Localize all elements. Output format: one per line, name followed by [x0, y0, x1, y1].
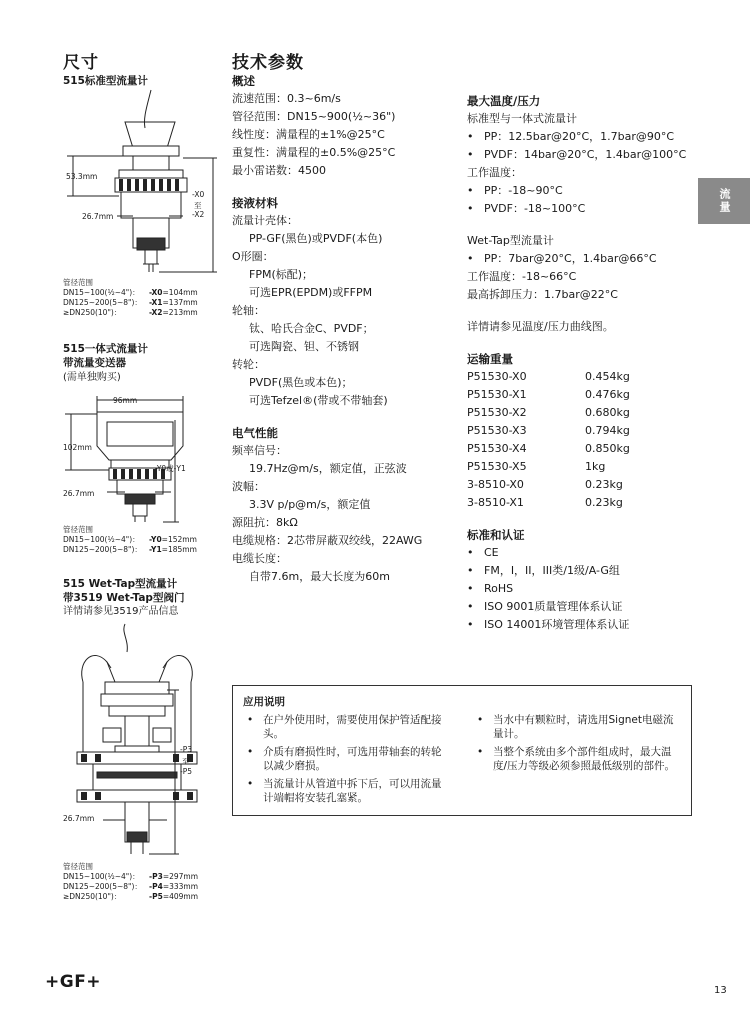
electrical-line: 电缆长度：	[232, 552, 287, 565]
overview-line: 管径范围：DN15~900(½~36")	[232, 110, 396, 123]
shipping-heading: 运输重量	[467, 352, 513, 366]
maxtemp-line: 最高拆卸压力：1.7bar@22°C	[467, 288, 618, 301]
table-row: ≥DN250(10")： -X2 =213mm	[63, 308, 198, 317]
maxtemp-bullet: • PVDF：14bar@20°C，1.4bar@100°C	[467, 146, 692, 164]
d515i-top-label: 96mm	[113, 396, 138, 405]
d515-heading: 515标准型流量计	[63, 75, 148, 87]
gf-logo: +GF+	[45, 972, 102, 992]
page-number: 13	[714, 985, 727, 996]
d515-x0-label: -X0	[192, 190, 205, 199]
wetted-line: 转轮：	[232, 358, 265, 371]
list-item: • 当整个系统由多个部件组成时，最大温度/压力等级必须参照最低级别的部件。	[473, 745, 681, 773]
d515w-to-label: 至	[182, 757, 190, 766]
list-item: • ISO 9001质量管理体系认证	[467, 598, 692, 616]
section-side-tab: 流量	[698, 178, 750, 224]
d515w-range-table	[63, 862, 223, 902]
table-row: DN125~200(5~8")： -P4 =333mm	[63, 882, 199, 891]
d515i-drawing	[63, 390, 213, 525]
wetted-line: PVDF(黑色或本色)；	[249, 376, 353, 389]
standards-heading: 标准和认证	[467, 528, 525, 542]
maxtemp-bullet: • PP：12.5bar@20°C，1.7bar@90°C	[467, 128, 692, 146]
maxtemp-bullet: • PP：7bar@20°C，1.4bar@66°C	[467, 250, 692, 268]
d515i-width-label: 26.7mm	[63, 489, 95, 498]
maxtemp-line: 标准型与一体式流量计	[467, 112, 577, 125]
table-row: 3-8510-X1 0.23kg	[467, 496, 623, 509]
table-row: DN15~100(½~4")： -X0 =104mm	[63, 288, 198, 297]
list-item: • 在户外使用时，需要使用保护管适配接头。	[243, 713, 451, 741]
d515i-note: (需单独购买)	[63, 372, 121, 383]
d515-range-table	[63, 278, 223, 318]
electrical-line: 频率信号：	[232, 444, 287, 457]
d515i-y-label: -Y0或-Y1	[155, 464, 186, 473]
table-row: ≥DN250(10")： -P5 =409mm	[63, 892, 199, 901]
d515w-heading1: 515 Wet-Tap型流量计	[63, 578, 178, 590]
table-row: P51530-X2 0.680kg	[467, 406, 630, 419]
maxtemp-bullet: • PVDF：-18~100°C	[467, 200, 692, 218]
electrical-line: 自带7.6m，最大长度为60m	[249, 570, 390, 583]
wetted-line: O形圈：	[232, 250, 274, 263]
d515-x2-label: -X2	[192, 210, 205, 219]
wetted-line: 流量计壳体：	[232, 214, 298, 227]
specs-middle-column	[232, 72, 457, 586]
application-right-column	[473, 713, 681, 809]
overview-line: 流速范围：0.3~6m/s	[232, 92, 341, 105]
d515i-height-label: 102mm	[63, 443, 92, 452]
maxtemp-line: 详情请参见温度/压力曲线图。	[467, 320, 614, 333]
application-left-column	[243, 713, 451, 809]
maxtemp-line: 工作温度：	[467, 166, 522, 179]
list-item: • ISO 14001环境管理体系认证	[467, 616, 692, 634]
table-row: P51530-X4 0.850kg	[467, 442, 630, 455]
wetted-line: 可选Tefzel®(带或不带轴套)	[249, 394, 388, 407]
table-row: DN15~100(½~4")： -Y0 =152mm	[63, 535, 197, 544]
d515w-p3-label: -P3	[180, 745, 193, 754]
table-row: P51530-X0 0.454kg	[467, 370, 630, 383]
d515w-width-label: 26.7mm	[63, 814, 95, 823]
d515-drawing	[63, 88, 223, 278]
list-item: • RoHS	[467, 580, 692, 598]
list-item: • 介质有磨损性时，可选用带轴套的转轮以减少磨损。	[243, 745, 451, 773]
electrical-line: 波幅：	[232, 480, 265, 493]
electrical-line: 电缆规格：2芯带屏蔽双绞线，22AWG	[232, 534, 423, 547]
dimensions-title: 尺寸	[63, 53, 99, 73]
table-row: P51530-X1 0.476kg	[467, 388, 630, 401]
wetted-line: 可选EPR(EPDM)或FFPM	[249, 286, 373, 299]
table-row: DN125~200(5~8")： -X1 =137mm	[63, 298, 198, 307]
d515w-heading2: 带3519 Wet-Tap型阀门	[63, 592, 185, 604]
d515-height-label: 53.3mm	[66, 172, 98, 181]
d515i-heading1: 515一体式流量计	[63, 343, 148, 355]
d515w-range-title: 管径范围	[63, 862, 93, 871]
d515i-range-title: 管径范围	[63, 525, 93, 534]
d515i-range-table	[63, 525, 223, 555]
table-row: P51530-X5 1kg	[467, 460, 606, 473]
specs-title: 技术参数	[232, 53, 304, 73]
maxtemp-line: Wet-Tap型流量计	[467, 234, 554, 247]
wetted-line: FPM(标配)；	[249, 268, 314, 281]
overview-line: 线性度：满量程的±1%@25°C	[232, 128, 385, 141]
electrical-heading: 电气性能	[232, 426, 278, 440]
table-row: DN125~200(5~8")： -Y1 =185mm	[63, 545, 197, 554]
table-row: 3-8510-X0 0.23kg	[467, 478, 623, 491]
maxtemp-line: 工作温度：-18~66°C	[467, 270, 577, 283]
overview-line: 最小雷诺数：4500	[232, 164, 326, 177]
maxtemp-heading: 最大温度/压力	[467, 94, 541, 108]
application-title: 应用说明	[243, 696, 285, 708]
d515-range-title: 管径范围	[63, 278, 93, 287]
specs-right-column	[467, 92, 692, 634]
wetted-line: 钛、哈氏合金C、PVDF；	[249, 322, 374, 335]
d515-to-label: 至	[194, 201, 202, 210]
wetted-heading: 接液材料	[232, 196, 278, 210]
wetted-line: PP-GF(黑色)或PVDF(本色)	[249, 232, 383, 245]
d515i-heading2: 带流量变送器	[63, 357, 126, 369]
list-item: • FM，I，II，III类/1级/A-G组	[467, 562, 692, 580]
wetted-line: 轮轴：	[232, 304, 265, 317]
d515-width-label: 26.7mm	[82, 212, 114, 221]
electrical-line: 3.3V p/p@m/s，额定值	[249, 498, 371, 511]
d515w-drawing	[63, 622, 213, 862]
table-row: P51530-X3 0.794kg	[467, 424, 630, 437]
application-notes-box	[232, 685, 692, 816]
table-row: DN15~100(½~4")： -P3 =297mm	[63, 872, 199, 881]
overview-heading: 概述	[232, 74, 255, 88]
overview-line: 重复性：满量程的±0.5%@25°C	[232, 146, 396, 159]
d515w-note: 详情请参见3519产品信息	[63, 606, 179, 617]
list-item: • CE	[467, 544, 692, 562]
wetted-line: 可选陶瓷、钽、不锈钢	[249, 340, 359, 353]
list-item: • 当流量计从管道中拆下后，可以用流量计端帽将安装孔塞紧。	[243, 777, 451, 805]
maxtemp-bullet: • PP：-18~90°C	[467, 182, 692, 200]
list-item: • 当水中有颗粒时，请选用Signet电磁流量计。	[473, 713, 681, 741]
electrical-line: 19.7Hz@m/s，额定值，正弦波	[249, 462, 407, 475]
electrical-line: 源阻抗：8kΩ	[232, 516, 298, 529]
d515w-p5-label: -P5	[180, 767, 193, 776]
